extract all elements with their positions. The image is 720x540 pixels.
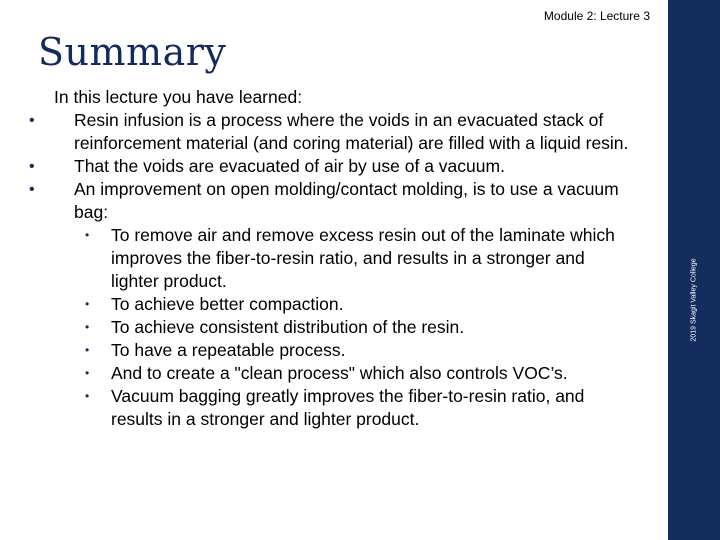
bullet-icon: • [85,389,90,403]
sub-list-item [74,316,636,339]
sub-list-item [74,385,636,431]
slide-content [28,86,648,431]
bullet-icon: • [85,297,90,311]
bullet-list [28,109,648,431]
intro-text: In this lecture you have learned: [54,87,303,107]
sub-list-item-text: To remove air and remove excess resin out of the laminate which improves the fiber-to-resin ratio, and results in a stronger and lighter product. [111,225,615,291]
list-item-text: An improvement on open molding/contact molding, is to use a vacuum bag: [74,179,619,222]
list-item-text: Resin infusion is a process where the voids in an evacuated stack of reinforcement material (and coring material) are filled with a liquid resin. [74,110,629,153]
sub-list-item [74,339,636,362]
bullet-icon: • [85,228,90,242]
list-item: • An improvement on open molding/contact molding, is to use a vacuum bag: • To remove air and remove excess resin out of the laminate which improves the fiber-to-resin ratio, and results in a stronger and lighter product. • To achieve better compaction. • To achieve consistent distribution of the resin. • To have a repeatable process. • And to create a "clean process" which also controls VOC’s. • Vacuum bagging greatly improves the fiber-to-resin ratio, and results in a stronger and lighter product. [28,178,648,431]
sub-bullet-list [74,224,648,431]
list-item-text: That the voids are evacuated of air by use of a vacuum. [74,156,505,176]
sub-list-item [74,362,636,385]
module-label: Module 2: Lecture 3 [543,9,650,23]
sub-list-item-text: And to create a "clean process" which also controls VOC’s. [111,363,568,383]
list-item: • Resin infusion is a process where the voids in an evacuated stack of reinforcement material (and coring material) are filled with a liquid resin. [29,110,629,153]
sub-list-item-text: To have a repeatable process. [111,340,346,360]
sidebar [668,0,720,540]
sub-list-item-text: To achieve consistent distribution of the resin. [111,317,465,337]
list-item: • That the voids are evacuated of air by use of a vacuum. [29,156,505,176]
slide-title: Summary [38,30,227,74]
sidebar-copyright: 2019 Skagit Valley College [690,258,698,342]
sub-list-item-text: To achieve better compaction. [111,294,344,314]
sub-list-item [74,293,636,316]
bullet-icon: • [85,343,90,357]
sub-list-item [74,224,636,293]
sub-list-item-text: Vacuum bagging greatly improves the fiber-to-resin ratio, and results in a stronger and lighter product. [111,386,585,429]
bullet-icon: • [85,366,90,380]
bullet-icon: • [85,320,90,334]
